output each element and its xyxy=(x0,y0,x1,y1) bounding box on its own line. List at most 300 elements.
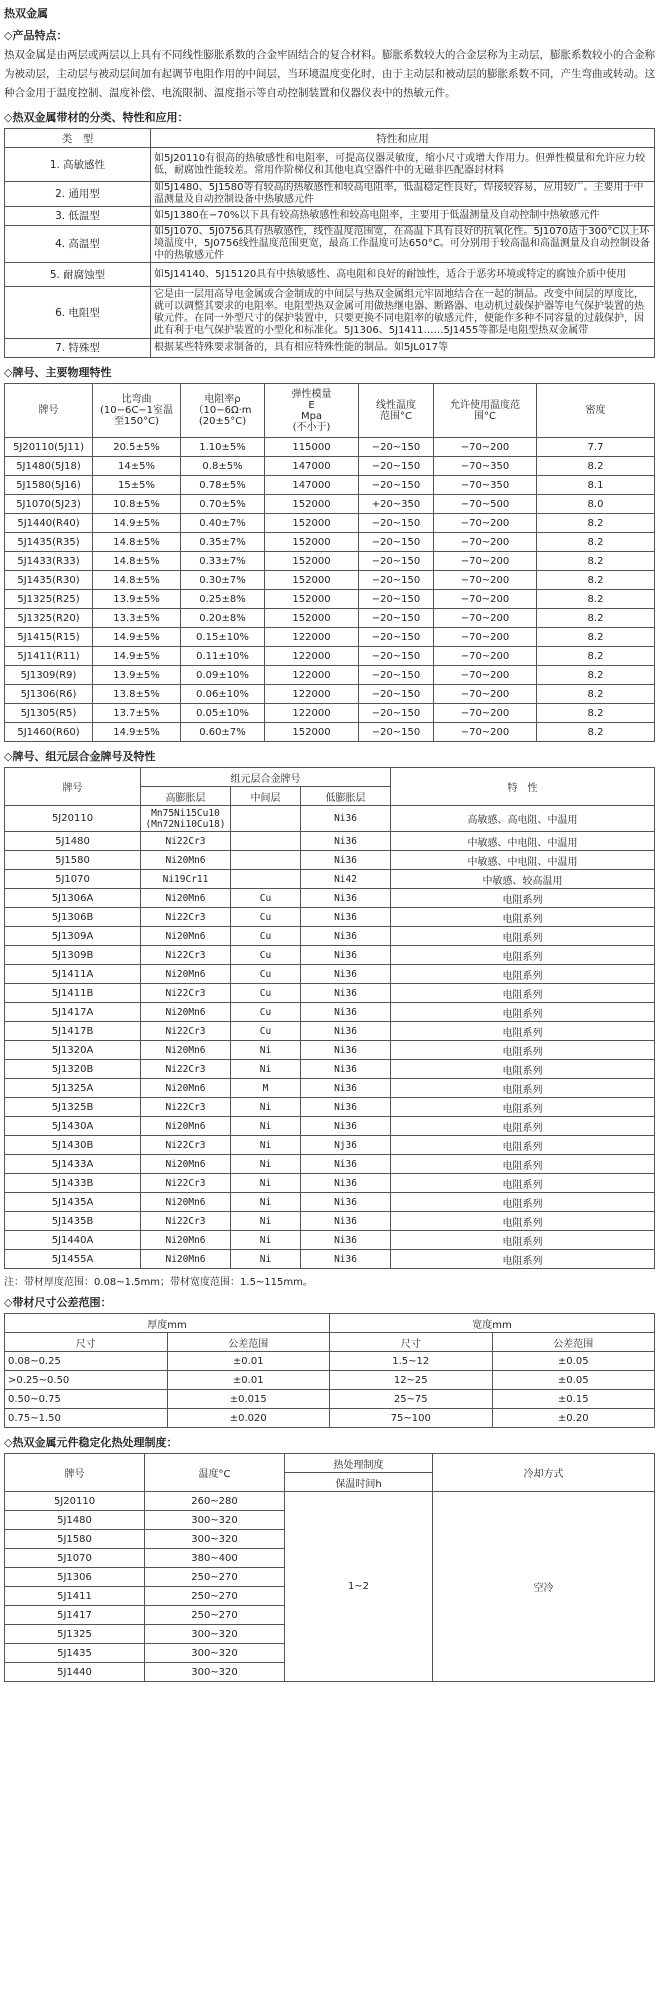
classification-desc: 如5J14140、5J15120具有中热敏感性、高电阻和良好的耐蚀性，适合于恶劣环境或特定的腐蚀介质中使用 xyxy=(151,263,655,287)
composition-prop: 电阻系列 xyxy=(391,946,655,965)
physical-cell: 0.20±8% xyxy=(181,609,265,628)
physical-cell: 5J20110(5J11) xyxy=(5,438,93,457)
physical-cell: 14.9±5% xyxy=(93,514,181,533)
physical-cell: 152000 xyxy=(265,495,359,514)
composition-prop: 电阻系列 xyxy=(391,1060,655,1079)
physical-cell: −70~350 xyxy=(434,476,537,495)
composition-prop: 电阻系列 xyxy=(391,1117,655,1136)
composition-high: Ni20Mn6 xyxy=(141,965,231,984)
composition-low: Ni36 xyxy=(301,1003,391,1022)
composition-row xyxy=(5,870,655,889)
col-mid: 中间层 xyxy=(231,787,301,806)
tolerance-cell: >0.25~0.50 xyxy=(5,1371,168,1390)
physical-cell: 0.40±7% xyxy=(181,514,265,533)
composition-mid: Cu xyxy=(231,927,301,946)
physical-cell: 8.2 xyxy=(537,533,655,552)
col-heat-grade: 牌号 xyxy=(5,1454,145,1492)
composition-prop: 电阻系列 xyxy=(391,1231,655,1250)
composition-row xyxy=(5,1136,655,1155)
classification-desc: 如5J1070、5J0756具有热敏感性，线性温度范围宽，在高温下具有良好的抗氧化性。5J1070适于300°C以上环境温度中，5J0756线性温度范围更宽，最高工作温度可达650°C。可分别用于较高温和高温测量及自动控制设备中的热敏感元件 xyxy=(151,226,655,263)
classification-type: 4. 高温型 xyxy=(5,226,151,263)
physical-row xyxy=(5,476,655,495)
composition-grade: 5J1433A xyxy=(5,1155,141,1174)
composition-high: Ni22Cr3 xyxy=(141,1098,231,1117)
composition-grade: 5J1580 xyxy=(5,851,141,870)
heat-grade: 5J1070 xyxy=(5,1549,145,1568)
physical-cell: 10.8±5% xyxy=(93,495,181,514)
physical-cell: 147000 xyxy=(265,457,359,476)
composition-row xyxy=(5,984,655,1003)
physical-cell: −20~150 xyxy=(359,476,434,495)
physical-cell: 13.9±5% xyxy=(93,666,181,685)
heat-grade: 5J1480 xyxy=(5,1511,145,1530)
physical-cell: 122000 xyxy=(265,666,359,685)
composition-mid: Cu xyxy=(231,965,301,984)
composition-high: Ni20Mn6 xyxy=(141,927,231,946)
composition-prop: 电阻系列 xyxy=(391,927,655,946)
classification-row xyxy=(5,207,655,226)
tolerance-cell: ±0.020 xyxy=(167,1409,330,1428)
physical-cell: −70~200 xyxy=(434,514,537,533)
col-desc: 特性和应用 xyxy=(151,129,655,148)
physical-row xyxy=(5,590,655,609)
composition-low: Ni36 xyxy=(301,1250,391,1269)
composition-mid: Ni xyxy=(231,1098,301,1117)
physical-cell: −20~150 xyxy=(359,590,434,609)
physical-cell: −20~150 xyxy=(359,685,434,704)
composition-low: Ni36 xyxy=(301,946,391,965)
composition-prop: 电阻系列 xyxy=(391,1098,655,1117)
physical-cell: 5J1411(R11) xyxy=(5,647,93,666)
composition-low: Ni36 xyxy=(301,1212,391,1231)
physical-cell: 0.11±10% xyxy=(181,647,265,666)
col-grade: 牌号 xyxy=(5,768,141,806)
composition-low: Ni36 xyxy=(301,1022,391,1041)
physical-cell: 5J1306(R6) xyxy=(5,685,93,704)
physical-cell: 0.8±5% xyxy=(181,457,265,476)
composition-high: Ni22Cr3 xyxy=(141,1212,231,1231)
composition-row xyxy=(5,927,655,946)
composition-high: Ni22Cr3 xyxy=(141,984,231,1003)
composition-grade: 5J1430A xyxy=(5,1117,141,1136)
tolerance-row xyxy=(5,1390,655,1409)
physical-cell: −20~150 xyxy=(359,571,434,590)
physical-row xyxy=(5,685,655,704)
physical-cell: 8.2 xyxy=(537,552,655,571)
physical-header: 弹性模量 E Mpa (不小于) xyxy=(265,384,359,438)
composition-grade: 5J1309A xyxy=(5,927,141,946)
heat-cool: 空冷 xyxy=(433,1492,655,1682)
physical-cell: 5J1415(R15) xyxy=(5,628,93,647)
physical-cell: 5J1309(R9) xyxy=(5,666,93,685)
composition-prop: 电阻系列 xyxy=(391,908,655,927)
heat-temp: 300~320 xyxy=(145,1663,285,1682)
physical-cell: −20~150 xyxy=(359,533,434,552)
composition-low: Nj36 xyxy=(301,1136,391,1155)
composition-grade: 5J1411A xyxy=(5,965,141,984)
physical-cell: 152000 xyxy=(265,552,359,571)
classification-row xyxy=(5,148,655,182)
tolerance-cell: ±0.05 xyxy=(492,1352,655,1371)
physical-cell: 147000 xyxy=(265,476,359,495)
physical-cell: 8.2 xyxy=(537,609,655,628)
classification-heading: ◇热双金属带材的分类、特性和应用： xyxy=(4,111,189,124)
composition-high: Ni20Mn6 xyxy=(141,1231,231,1250)
physical-cell: −20~150 xyxy=(359,609,434,628)
col-low: 低膨胀层 xyxy=(301,787,391,806)
physical-cell: −70~200 xyxy=(434,647,537,666)
physical-cell: 8.2 xyxy=(537,723,655,742)
physical-cell: 5J1435(R30) xyxy=(5,571,93,590)
physical-row xyxy=(5,495,655,514)
composition-mid xyxy=(231,832,301,851)
composition-low: Ni36 xyxy=(301,1117,391,1136)
composition-prop: 中敏感、中电阻、中温用 xyxy=(391,851,655,870)
physical-cell: −70~200 xyxy=(434,533,537,552)
physical-header: 允许使用温度范 围°C xyxy=(434,384,537,438)
col-heat-cool: 冷却方式 xyxy=(433,1454,655,1492)
tolerance-row xyxy=(5,1371,655,1390)
physical-cell: 14.9±5% xyxy=(93,647,181,666)
composition-high: Ni20Mn6 xyxy=(141,889,231,908)
heat-temp: 380~400 xyxy=(145,1549,285,1568)
composition-mid: Cu xyxy=(231,1022,301,1041)
composition-mid: Ni xyxy=(231,1155,301,1174)
tolerance-cell: 0.08~0.25 xyxy=(5,1352,168,1371)
composition-grade: 5J1306B xyxy=(5,908,141,927)
composition-mid: Cu xyxy=(231,908,301,927)
heat-grade: 5J1325 xyxy=(5,1625,145,1644)
physical-cell: −20~150 xyxy=(359,666,434,685)
heat-heading: ◇热双金属元件稳定化热处理制度： xyxy=(4,1436,178,1449)
col-size-1: 尺寸 xyxy=(5,1333,168,1352)
tolerance-row xyxy=(5,1409,655,1428)
composition-high: Ni22Cr3 xyxy=(141,1060,231,1079)
physical-header: 比弯曲 (10−6C−1室温至150°C) xyxy=(93,384,181,438)
composition-high: Mn75Ni15Cu10 (Mn72Ni10Cu18) xyxy=(141,806,231,832)
heat-grade: 5J20110 xyxy=(5,1492,145,1511)
composition-row xyxy=(5,1060,655,1079)
heat-temp: 250~270 xyxy=(145,1606,285,1625)
composition-row xyxy=(5,1041,655,1060)
composition-mid: Ni xyxy=(231,1250,301,1269)
composition-low: Ni36 xyxy=(301,1231,391,1250)
physical-cell: 122000 xyxy=(265,685,359,704)
physical-cell: 152000 xyxy=(265,514,359,533)
physical-row xyxy=(5,438,655,457)
classification-type: 5. 耐腐蚀型 xyxy=(5,263,151,287)
physical-header: 电阻率ρ（10−6Ω·m (20±5°C) xyxy=(181,384,265,438)
composition-mid: Ni xyxy=(231,1231,301,1250)
physical-cell: 0.70±5% xyxy=(181,495,265,514)
composition-mid: Ni xyxy=(231,1117,301,1136)
physical-cell: 0.09±10% xyxy=(181,666,265,685)
physical-cell: −70~200 xyxy=(434,590,537,609)
classification-row xyxy=(5,263,655,287)
composition-high: Ni22Cr3 xyxy=(141,1174,231,1193)
heat-grade: 5J1417 xyxy=(5,1606,145,1625)
physical-cell: 13.9±5% xyxy=(93,590,181,609)
classification-type: 2. 通用型 xyxy=(5,182,151,207)
physical-cell: 115000 xyxy=(265,438,359,457)
physical-cell: −70~500 xyxy=(434,495,537,514)
col-heat-temp: 温度°C xyxy=(145,1454,285,1492)
physical-header: 密度 xyxy=(537,384,655,438)
physical-row xyxy=(5,666,655,685)
composition-low: Ni36 xyxy=(301,984,391,1003)
tolerance-cell: ±0.20 xyxy=(492,1409,655,1428)
physical-cell: 152000 xyxy=(265,571,359,590)
composition-row xyxy=(5,946,655,965)
physical-cell: −20~150 xyxy=(359,628,434,647)
composition-row xyxy=(5,1079,655,1098)
physical-cell: 5J1440(R40) xyxy=(5,514,93,533)
composition-row xyxy=(5,965,655,984)
composition-row xyxy=(5,851,655,870)
composition-prop: 电阻系列 xyxy=(391,1003,655,1022)
composition-low: Ni36 xyxy=(301,965,391,984)
composition-grade: 5J20110 xyxy=(5,806,141,832)
physical-cell: 8.2 xyxy=(537,457,655,476)
composition-grade: 5J1309B xyxy=(5,946,141,965)
tolerance-heading: ◇带材尺寸公差范围： xyxy=(4,1296,112,1309)
classification-desc: 它是由一层用高导电金属或合金制成的中间层与热双金属组元牢固地结合在一起的制品。改变中间层的厚度比，就可以调整其要求的电阻率。电阻型热双金属可用做热继电器、断路器、电动机过载保护器等电气保护装置的热敏元件。在同一外型尺寸的保护装置中，只要更换不同电阻率的敏感元件，便能作多种不同容量的过载保护，因此有利于电气保护装置的小型化和标准化。5J1306、5J1411……5J1455等都是电阻型热双金属带 xyxy=(151,287,655,339)
composition-high: Ni20Mn6 xyxy=(141,1041,231,1060)
composition-mid: Ni xyxy=(231,1136,301,1155)
classification-desc: 如5J1480、5J1580等有较高的热敏感性和较高电阻率，低温稳定性良好，焊接较容易，应用较广。主要用于中温测量及自动控制设备中热敏感元件 xyxy=(151,182,655,207)
tolerance-cell: 75~100 xyxy=(330,1409,493,1428)
composition-high: Ni20Mn6 xyxy=(141,1079,231,1098)
physical-header: 线性温度 范围°C xyxy=(359,384,434,438)
composition-grade: 5J1325B xyxy=(5,1098,141,1117)
composition-mid: Ni xyxy=(231,1174,301,1193)
physical-cell: 13.7±5% xyxy=(93,704,181,723)
composition-low: Ni36 xyxy=(301,1060,391,1079)
composition-table xyxy=(4,767,655,1269)
physical-table xyxy=(4,383,655,742)
composition-grade: 5J1417B xyxy=(5,1022,141,1041)
col-tol-1: 公差范围 xyxy=(167,1333,330,1352)
physical-cell: 5J1325(R20) xyxy=(5,609,93,628)
physical-cell: 0.06±10% xyxy=(181,685,265,704)
physical-cell: 152000 xyxy=(265,723,359,742)
composition-row xyxy=(5,1231,655,1250)
composition-high: Ni19Cr11 xyxy=(141,870,231,889)
physical-cell: 14.8±5% xyxy=(93,533,181,552)
physical-row xyxy=(5,457,655,476)
physical-row xyxy=(5,704,655,723)
tolerance-row xyxy=(5,1352,655,1371)
features-text: 热双金属是由两层或两层以上具有不同线性膨胀系数的合金牢固结合的复合材料。膨胀系数较大的合金层称为主动层，膨胀系数较小的合金称为被动层，主动层与被动层间加有起调节电阻作用的中间层，当环境温度变化时，由于主动层和被动层的膨胀系数不同，产生弯曲或转动。这种合金用于温度控制、温度补偿、电流限制、温度指示等自动控制装置和仪器仪表中的热敏元件。 xyxy=(4,49,655,99)
composition-mid: Ni xyxy=(231,1041,301,1060)
composition-grade: 5J1070 xyxy=(5,870,141,889)
composition-grade: 5J1411B xyxy=(5,984,141,1003)
col-tol-2: 公差范围 xyxy=(492,1333,655,1352)
composition-low: Ni36 xyxy=(301,1041,391,1060)
physical-cell: 0.25±8% xyxy=(181,590,265,609)
physical-cell: −20~150 xyxy=(359,647,434,666)
composition-mid: M xyxy=(231,1079,301,1098)
composition-high: Ni22Cr3 xyxy=(141,946,231,965)
col-heat-time: 保温时间h xyxy=(285,1473,433,1492)
classification-table xyxy=(4,128,655,358)
tolerance-cell: ±0.01 xyxy=(167,1371,330,1390)
composition-prop: 电阻系列 xyxy=(391,1193,655,1212)
tolerance-cell: ±0.015 xyxy=(167,1390,330,1409)
physical-row xyxy=(5,552,655,571)
composition-mid: Cu xyxy=(231,946,301,965)
composition-prop: 电阻系列 xyxy=(391,1155,655,1174)
heat-grade: 5J1580 xyxy=(5,1530,145,1549)
composition-prop: 电阻系列 xyxy=(391,1079,655,1098)
composition-low: Ni36 xyxy=(301,1079,391,1098)
physical-cell: 1.10±5% xyxy=(181,438,265,457)
physical-cell: 122000 xyxy=(265,628,359,647)
composition-note: 注：带材厚度范围：0.08~1.5mm；带材宽度范围：1.5~115mm。 xyxy=(4,1277,313,1288)
physical-row xyxy=(5,647,655,666)
composition-row xyxy=(5,1250,655,1269)
classification-type: 1. 高敏感性 xyxy=(5,148,151,182)
composition-prop: 电阻系列 xyxy=(391,1136,655,1155)
physical-cell: 5J1435(R35) xyxy=(5,533,93,552)
heat-grade: 5J1440 xyxy=(5,1663,145,1682)
physical-cell: 14.9±5% xyxy=(93,628,181,647)
physical-cell: −70~200 xyxy=(434,723,537,742)
physical-header: 牌号 xyxy=(5,384,93,438)
physical-cell: 8.2 xyxy=(537,628,655,647)
composition-row xyxy=(5,806,655,832)
heat-temp: 250~270 xyxy=(145,1568,285,1587)
col-width: 宽度mm xyxy=(330,1314,655,1333)
heat-table xyxy=(4,1453,655,1682)
physical-cell: 152000 xyxy=(265,533,359,552)
physical-cell: 8.2 xyxy=(537,571,655,590)
composition-high: Ni20Mn6 xyxy=(141,1003,231,1022)
composition-prop: 电阻系列 xyxy=(391,1250,655,1269)
composition-prop: 电阻系列 xyxy=(391,1212,655,1231)
physical-cell: −70~200 xyxy=(434,666,537,685)
tolerance-cell: 12~25 xyxy=(330,1371,493,1390)
tolerance-cell: 1.5~12 xyxy=(330,1352,493,1371)
composition-low: Ni36 xyxy=(301,1193,391,1212)
heat-temp: 260~280 xyxy=(145,1492,285,1511)
composition-prop: 电阻系列 xyxy=(391,1174,655,1193)
physical-cell: 0.33±7% xyxy=(181,552,265,571)
tolerance-cell: ±0.15 xyxy=(492,1390,655,1409)
physical-cell: 20.5±5% xyxy=(93,438,181,457)
physical-row xyxy=(5,609,655,628)
classification-row xyxy=(5,287,655,339)
classification-type: 6. 电阻型 xyxy=(5,287,151,339)
physical-cell: −20~150 xyxy=(359,514,434,533)
physical-cell: −70~200 xyxy=(434,438,537,457)
composition-row xyxy=(5,1022,655,1041)
physical-cell: 8.2 xyxy=(537,685,655,704)
composition-high: Ni22Cr3 xyxy=(141,1022,231,1041)
composition-low: Ni36 xyxy=(301,1155,391,1174)
physical-cell: 8.2 xyxy=(537,647,655,666)
physical-cell: 5J1580(5J16) xyxy=(5,476,93,495)
physical-cell: 0.30±7% xyxy=(181,571,265,590)
composition-high: Ni22Cr3 xyxy=(141,908,231,927)
composition-mid: Cu xyxy=(231,889,301,908)
composition-grade: 5J1320B xyxy=(5,1060,141,1079)
physical-cell: 5J1433(R33) xyxy=(5,552,93,571)
composition-grade: 5J1430B xyxy=(5,1136,141,1155)
physical-cell: 8.1 xyxy=(537,476,655,495)
physical-cell: 122000 xyxy=(265,704,359,723)
composition-row xyxy=(5,1098,655,1117)
col-thickness: 厚度mm xyxy=(5,1314,330,1333)
physical-row xyxy=(5,571,655,590)
physical-cell: 0.35±7% xyxy=(181,533,265,552)
composition-high: Ni20Mn6 xyxy=(141,1155,231,1174)
composition-high: Ni20Mn6 xyxy=(141,851,231,870)
classification-row xyxy=(5,339,655,358)
physical-cell: −70~200 xyxy=(434,704,537,723)
composition-grade: 5J1440A xyxy=(5,1231,141,1250)
physical-cell: 14±5% xyxy=(93,457,181,476)
classification-type: 7. 特殊型 xyxy=(5,339,151,358)
physical-cell: 15±5% xyxy=(93,476,181,495)
physical-cell: −70~200 xyxy=(434,552,537,571)
physical-cell: 8.2 xyxy=(537,590,655,609)
composition-row xyxy=(5,832,655,851)
physical-cell: −20~150 xyxy=(359,552,434,571)
composition-mid: Ni xyxy=(231,1193,301,1212)
composition-heading: ◇牌号、组元层合金牌号及特性 xyxy=(4,750,156,763)
physical-cell: 122000 xyxy=(265,647,359,666)
composition-grade: 5J1435B xyxy=(5,1212,141,1231)
tolerance-cell: 0.75~1.50 xyxy=(5,1409,168,1428)
physical-cell: 5J1305(R5) xyxy=(5,704,93,723)
composition-prop: 电阻系列 xyxy=(391,984,655,1003)
physical-cell: 5J1325(R25) xyxy=(5,590,93,609)
physical-cell: 0.78±5% xyxy=(181,476,265,495)
physical-cell: 5J1460(R60) xyxy=(5,723,93,742)
composition-row xyxy=(5,1155,655,1174)
classification-row xyxy=(5,182,655,207)
physical-cell: −20~150 xyxy=(359,457,434,476)
composition-prop: 中敏感、中电阻、中温用 xyxy=(391,832,655,851)
physical-cell: 8.2 xyxy=(537,704,655,723)
physical-row xyxy=(5,723,655,742)
composition-grade: 5J1435A xyxy=(5,1193,141,1212)
heat-temp: 300~320 xyxy=(145,1511,285,1530)
physical-cell: 13.3±5% xyxy=(93,609,181,628)
composition-low: Ni36 xyxy=(301,851,391,870)
composition-high: Ni22Cr3 xyxy=(141,832,231,851)
classification-type: 3. 低温型 xyxy=(5,207,151,226)
physical-cell: −20~150 xyxy=(359,704,434,723)
physical-row xyxy=(5,533,655,552)
physical-heading: ◇牌号、主要物理特性 xyxy=(4,366,112,379)
composition-row xyxy=(5,1174,655,1193)
composition-high: Ni20Mn6 xyxy=(141,1193,231,1212)
composition-prop: 电阻系列 xyxy=(391,1041,655,1060)
physical-cell: 0.15±10% xyxy=(181,628,265,647)
classification-desc: 如5J20110有很高的热敏感性和电阻率，可提高仪器灵敏度，缩小尺寸或增大作用力。但弹性模量和允许应力较低，耐腐蚀性能较差。常用作阶梯仪和其他电真空器件中的无磁非匹配器封材料 xyxy=(151,148,655,182)
composition-grade: 5J1306A xyxy=(5,889,141,908)
col-group: 组元层合金牌号 xyxy=(141,768,391,787)
composition-low: Ni36 xyxy=(301,1174,391,1193)
composition-grade: 5J1320A xyxy=(5,1041,141,1060)
physical-cell: +20~350 xyxy=(359,495,434,514)
composition-mid: Ni xyxy=(231,1212,301,1231)
composition-grade: 5J1480 xyxy=(5,832,141,851)
physical-cell: 152000 xyxy=(265,590,359,609)
heat-grade: 5J1411 xyxy=(5,1587,145,1606)
